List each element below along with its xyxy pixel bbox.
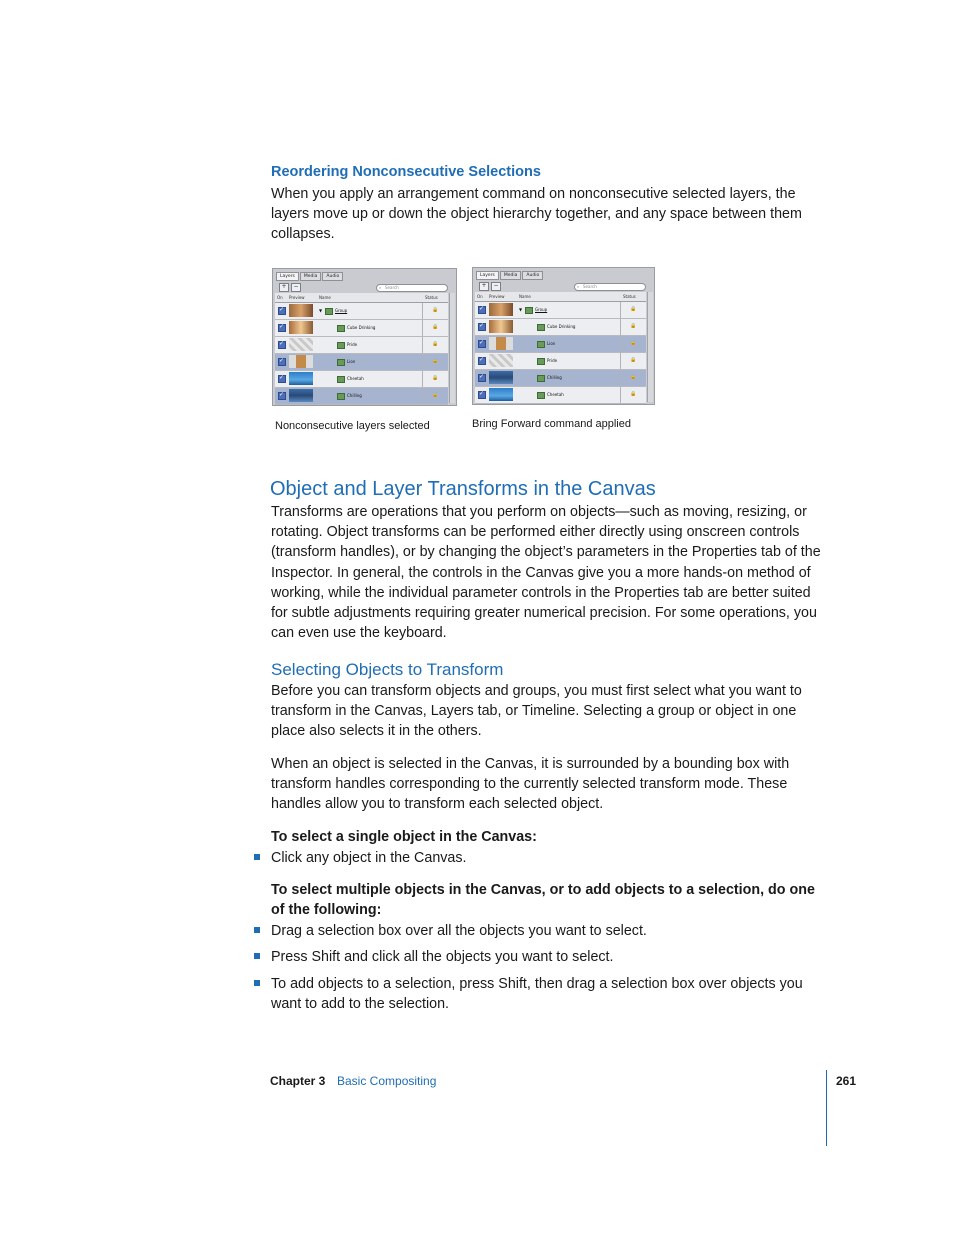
layer-thumbnail [289, 321, 313, 334]
status-divider [422, 337, 423, 353]
lock-icon[interactable]: 🔒 [432, 358, 439, 364]
tab-layers[interactable]: Layers [476, 271, 499, 280]
layer-thumbnail [489, 337, 513, 350]
section-heading: Reordering Nonconsecutive Selections [271, 164, 541, 180]
layer-row[interactable] [275, 388, 448, 405]
remove-layer-button[interactable]: − [491, 282, 501, 291]
tab-layers[interactable]: Layers [276, 272, 299, 281]
layer-thumbnail [489, 320, 513, 333]
layer-row[interactable] [475, 353, 646, 370]
layer-row[interactable] [475, 302, 646, 319]
layer-name: Cube Drinking [347, 325, 376, 330]
layer-name: Pride [347, 342, 358, 347]
status-divider [620, 302, 621, 318]
layer-row[interactable] [475, 336, 646, 353]
layer-name: Cheetah [547, 392, 564, 397]
status-divider [422, 388, 423, 404]
scrollbar[interactable] [647, 292, 653, 402]
layer-thumbnail [289, 372, 313, 385]
search-icon: ⌕ [577, 284, 580, 289]
layer-icon [537, 341, 545, 348]
layer-row[interactable] [475, 387, 646, 404]
layers-panel-before [272, 268, 457, 406]
remove-layer-button[interactable]: − [291, 283, 301, 292]
panel-tabs [276, 272, 344, 281]
layer-row[interactable] [275, 337, 448, 354]
footer-divider [826, 1070, 827, 1146]
layer-name: Group [535, 307, 548, 312]
column-on: On [477, 294, 483, 299]
figure-caption-left: Nonconsecutive layers selected [275, 420, 430, 432]
bullet-marker [254, 927, 260, 933]
column-on: On [277, 295, 283, 300]
layer-row[interactable] [475, 370, 646, 387]
layer-name: Group [335, 308, 348, 313]
scrollbar[interactable] [449, 293, 455, 403]
layers-panel-after [472, 267, 655, 405]
layer-icon [537, 375, 545, 382]
lock-icon[interactable]: 🔒 [432, 324, 439, 330]
layer-icon [337, 342, 345, 349]
layer-icon [537, 358, 545, 365]
layer-name: Lion [547, 341, 556, 346]
panel-tabs [476, 271, 544, 280]
main-body: Transforms are operations that you perform on objects—such as moving, resizing, or rotating. Object transforms can be performed either directly using onscreen controls (transform handles), or by changing the object’s parameters in the Properties tab of the Inspector. In general, the controls in the Canvas give you a more hands-on method of working, while the individual parameter controls in the Properties tab are better suited for subtle adjustments requiring greater numerical precision. For some operations, you can even use the keyboard. [271, 504, 821, 642]
layer-enable-checkbox[interactable] [278, 375, 286, 383]
search-icon: ⌕ [379, 285, 382, 290]
subsection-heading: Selecting Objects to Transform [271, 660, 504, 679]
status-divider [422, 303, 423, 319]
group-icon [325, 308, 333, 315]
status-divider [422, 354, 423, 370]
lock-icon[interactable]: 🔒 [630, 323, 637, 329]
column-header [275, 293, 448, 303]
task2-item: Press Shift and click all the objects you want to select. [271, 949, 614, 965]
layer-name: Chilling [347, 393, 362, 398]
bullet-marker [254, 980, 260, 986]
lock-icon[interactable]: 🔒 [630, 357, 637, 363]
column-status: Status [425, 295, 438, 300]
add-layer-button[interactable]: + [279, 283, 289, 292]
disclosure-triangle-icon[interactable]: ▼ [519, 307, 523, 312]
section-body: When you apply an arrangement command on nonconsecutive selected layers, the layers move up or down the object hierarchy together, and any space between them collapses. [271, 186, 802, 243]
layer-thumbnail [289, 338, 313, 351]
task2-item: To add objects to a selection, press Shift, then drag a selection box over objects you want to add to the selection. [271, 976, 803, 1013]
layer-enable-checkbox[interactable] [278, 358, 286, 366]
disclosure-triangle-icon[interactable]: ▼ [319, 308, 323, 313]
layer-icon [337, 359, 345, 366]
add-layer-button[interactable]: + [479, 282, 489, 291]
layer-icon [337, 376, 345, 383]
footer-chapter: Chapter 3 [270, 1074, 326, 1088]
status-divider [620, 353, 621, 369]
layer-enable-checkbox[interactable] [478, 323, 486, 331]
layer-icon [537, 392, 545, 399]
layer-enable-checkbox[interactable] [278, 341, 286, 349]
column-preview: Preview [489, 294, 505, 299]
layer-icon [537, 324, 545, 331]
layer-name: Cube Drinking [547, 324, 576, 329]
layer-thumbnail [489, 371, 513, 384]
status-divider [620, 387, 621, 403]
column-header [475, 292, 646, 302]
tab-media[interactable]: Media [500, 271, 522, 280]
group-icon [525, 307, 533, 314]
layer-enable-checkbox[interactable] [478, 357, 486, 365]
lock-icon[interactable]: 🔒 [630, 340, 637, 346]
layer-row[interactable] [275, 303, 448, 320]
layer-enable-checkbox[interactable] [478, 306, 486, 314]
layer-enable-checkbox[interactable] [278, 392, 286, 400]
bullet-marker [254, 953, 260, 959]
status-divider [620, 336, 621, 352]
footer-chapter-title[interactable]: Basic Compositing [337, 1074, 437, 1088]
column-preview: Preview [289, 295, 305, 300]
layer-name: Chilling [547, 375, 562, 380]
lock-icon[interactable]: 🔒 [630, 306, 637, 312]
page-title: Object and Layer Transforms in the Canvas [270, 478, 656, 500]
layer-row[interactable] [275, 354, 448, 371]
layer-enable-checkbox[interactable] [478, 374, 486, 382]
layer-enable-checkbox[interactable] [278, 307, 286, 315]
lock-icon[interactable]: 🔒 [432, 341, 439, 347]
status-divider [422, 320, 423, 336]
status-divider [620, 319, 621, 335]
figure-caption-right: Bring Forward command applied [472, 418, 631, 430]
task-heading-multiple: To select multiple objects in the Canvas, or to add objects to a selection, do one of the following: [271, 882, 815, 919]
tab-audio[interactable]: Audio [322, 272, 343, 281]
search-input[interactable]: Search ⌕ [574, 283, 646, 291]
layer-name: Cheetah [347, 376, 364, 381]
lock-icon[interactable]: 🔒 [432, 392, 439, 398]
lock-icon[interactable]: 🔒 [630, 374, 637, 380]
column-name: Name [319, 295, 331, 300]
search-input[interactable]: Search ⌕ [376, 284, 448, 292]
tab-media[interactable]: Media [300, 272, 322, 281]
layer-enable-checkbox[interactable] [278, 324, 286, 332]
layer-row[interactable] [275, 320, 448, 337]
page-number: 261 [836, 1074, 857, 1088]
tab-audio[interactable]: Audio [522, 271, 543, 280]
layer-row[interactable] [475, 319, 646, 336]
task-heading-single: To select a single object in the Canvas: [271, 829, 537, 845]
layer-icon [337, 393, 345, 400]
lock-icon[interactable]: 🔒 [432, 307, 439, 313]
status-divider [620, 370, 621, 386]
layer-enable-checkbox[interactable] [478, 391, 486, 399]
layer-thumbnail [289, 389, 313, 402]
layer-thumbnail [289, 304, 313, 317]
layer-enable-checkbox[interactable] [478, 340, 486, 348]
layer-thumbnail [289, 355, 313, 368]
layer-thumbnail [489, 303, 513, 316]
lock-icon[interactable]: 🔒 [432, 375, 439, 381]
layer-icon [337, 325, 345, 332]
status-divider [422, 371, 423, 387]
bullet-marker [254, 854, 260, 860]
layer-row[interactable] [275, 371, 448, 388]
lock-icon[interactable]: 🔒 [630, 391, 637, 397]
task2-item: Drag a selection box over all the objects you want to select. [271, 923, 647, 939]
layer-thumbnail [489, 354, 513, 367]
selecting-para-2: When an object is selected in the Canvas, it is surrounded by a bounding box with transform handles corresponding to the currently selected transform mode. These handles allow you to transform each selected object. [271, 756, 790, 813]
task1-item: Click any object in the Canvas. [271, 850, 467, 866]
selecting-para-1: Before you can transform objects and groups, you must first select what you want to transform in the Canvas, Layers tab, or Timeline. Selecting a group or object in one place also selects it in the others. [271, 683, 802, 740]
layer-name: Lion [347, 359, 356, 364]
column-status: Status [623, 294, 636, 299]
layer-name: Pride [547, 358, 558, 363]
column-name: Name [519, 294, 531, 299]
layer-thumbnail [489, 388, 513, 401]
